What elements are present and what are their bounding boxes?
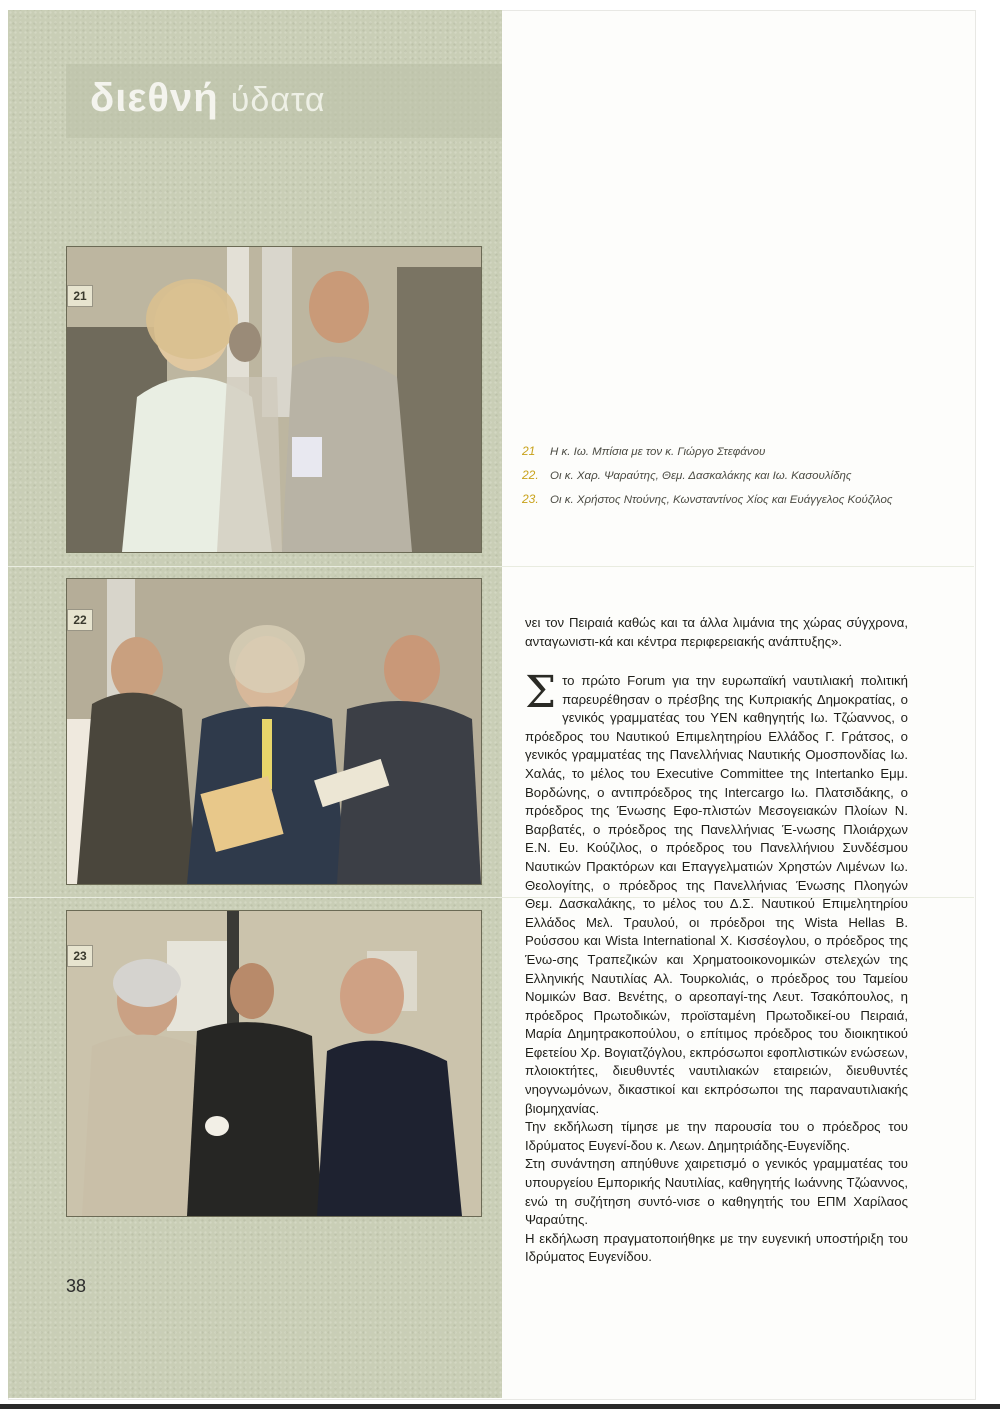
photo-22 (66, 578, 482, 885)
photo-23 (66, 910, 482, 1217)
caption-number: 22. (522, 468, 539, 482)
caption-23 (522, 492, 893, 506)
article-paragraph-3: Στη συνάντηση απηύθυνε χαιρετισμό ο γενικός γραμματέας του υπουργείου Εμπορικής Ναυτιλίας, καθηγητής Ιωάννης Τζώαννος, ενώ τη συζήτηση συντό-νισε ο καθηγητής του ΕΠΜ Χαρίλαος Ψαραύτης. (525, 1156, 908, 1228)
caption-22 (522, 468, 851, 482)
caption-number: 23. (522, 492, 539, 506)
caption-text: Οι κ. Χαρ. Ψαραύτης, Θεμ. Δασκαλάκης και Ιω. Κασουλίδης (550, 470, 852, 482)
caption-number: 21 (522, 444, 536, 458)
caption-21 (522, 444, 765, 458)
article-paragraph-4: Η εκδήλωση πραγματοποιήθηκε με την ευγενική υποστήριξη του Ιδρύματος Ευγενίδου. (525, 1230, 908, 1265)
drop-cap: Σ (525, 667, 557, 718)
section-title (90, 76, 326, 121)
photo-number-badge: 21 (67, 285, 93, 307)
article-paragraph-2: Την εκδήλωση τίμησε με την παρουσία του ο πρόεδρος του Ιδρύματος Ευγενί-δου κ. Λεων. Δημητριάδης-Ευγενίδης. (525, 1119, 908, 1153)
caption-text: Οι κ. Χρήστος Ντούνης, Κωνσταντίνος Χίος και Ευάγγελος Κούζιλος (550, 494, 893, 506)
caption-text: Η κ. Ιω. Μπίσια με τον κ. Γιώργο Στεφάνου (550, 446, 766, 458)
article-continuation: νει τον Πειραιά καθώς και τα άλλα λιμάνια της χώρας σύγχρονα, ανταγωνιστι-κά και κέντρα περιφερειακής ανάπτυξης». (525, 615, 908, 649)
page-number: 38 (66, 1276, 87, 1296)
article-main-paragraph (525, 667, 908, 1118)
article-body (525, 667, 908, 1267)
section-title-light: ύδατα (230, 81, 326, 119)
photo-number-badge: 23 (67, 945, 93, 967)
bottom-edge-rule (0, 1404, 1000, 1409)
section-divider (8, 566, 974, 567)
main-paragraph-text: το πρώτο Forum για την ευρωπαϊκή ναυτιλιακή πολιτική παρευρέθησαν ο πρέσβης της Κυπριακής Δημοκρατίας, ο γενικός γραμματέας του ΥΕΝ καθηγητής Ιω. Τζώαννος, ο πρόεδρος του Ναυτικού Επιμελητηρίου Ελλάδος Γ. Γράτσος, ο γενικός γραμματέας της Πανελλήνιας Ναυτικής Ομοσπονδίας Ιω. Χαλάς, το μέλος του Executive Committee της Intertanko Εμμ. Βορδώνης, ο αντιπρόεδρος της Intercargo Ιω. Πλατσιδάκης, ο πρόεδρος της Ένωσης Εφο-πλιστών Μεσογειακών Πλοίων Ν. Βαρβατές, ο πρόεδρος της Πανελλήνιας Έ-νωσης Πλοιάρχων Ε.Ν. Ευ. Κούζιλος, ο πρόεδρος του Πανελλήνιου Συνδέσμου Ναυτικών Πρακτόρων και Επαγγελματιών Χρηστών Λιμένων Ιω. Θεολογίτης, ο πρόεδρος της Πανελλήνιας Ένωσης Πλοηγών Θεμ. Δασκαλάκης, το μέλος του Δ.Σ. Ναυτικού Επιμελητηρίου Ελλάδος Μελ. Τραυλού, οι πρόεδροι της Wista Hellas Β. Ρούσσου και Wista International Χ. Κισσέογλου, ο πρόεδρος της Ένω-σης Τραπεζικών και Χρηματοοικονομικών στελεχών της Ελληνικής Ναυτιλίας Αλ. Τουρκολιάς, ο πρόεδρος του Ταμείου Νομικών Βασ. Βενέτης, ο αρεοπαγί-της Λευτ. Τσακόπουλος, η πρόεδρος Πρωτοδικών, προϊσταμένη Πρωτοδικεί-ου Πειραιά, Μαρία Δημητρακοπούλου, ο επίτιμος πρόεδρος του διοικητικού Εφετείου Χρ. Βογιατζόγλου, εκπρόσωποι εφοπλιστικών ενώσεων, πλοιοκτήτες, διευθυντές ναυτιλιακών εταιρειών, διευθυντές νηογνωμόνων, δικαστικοί και εκπρόσωποι της παραναυτιλιακής βιομηχανίας. (525, 673, 908, 1116)
section-title-bold: διεθνή (90, 76, 219, 120)
photo-number-badge: 22 (67, 609, 93, 631)
photo-21 (66, 246, 482, 553)
